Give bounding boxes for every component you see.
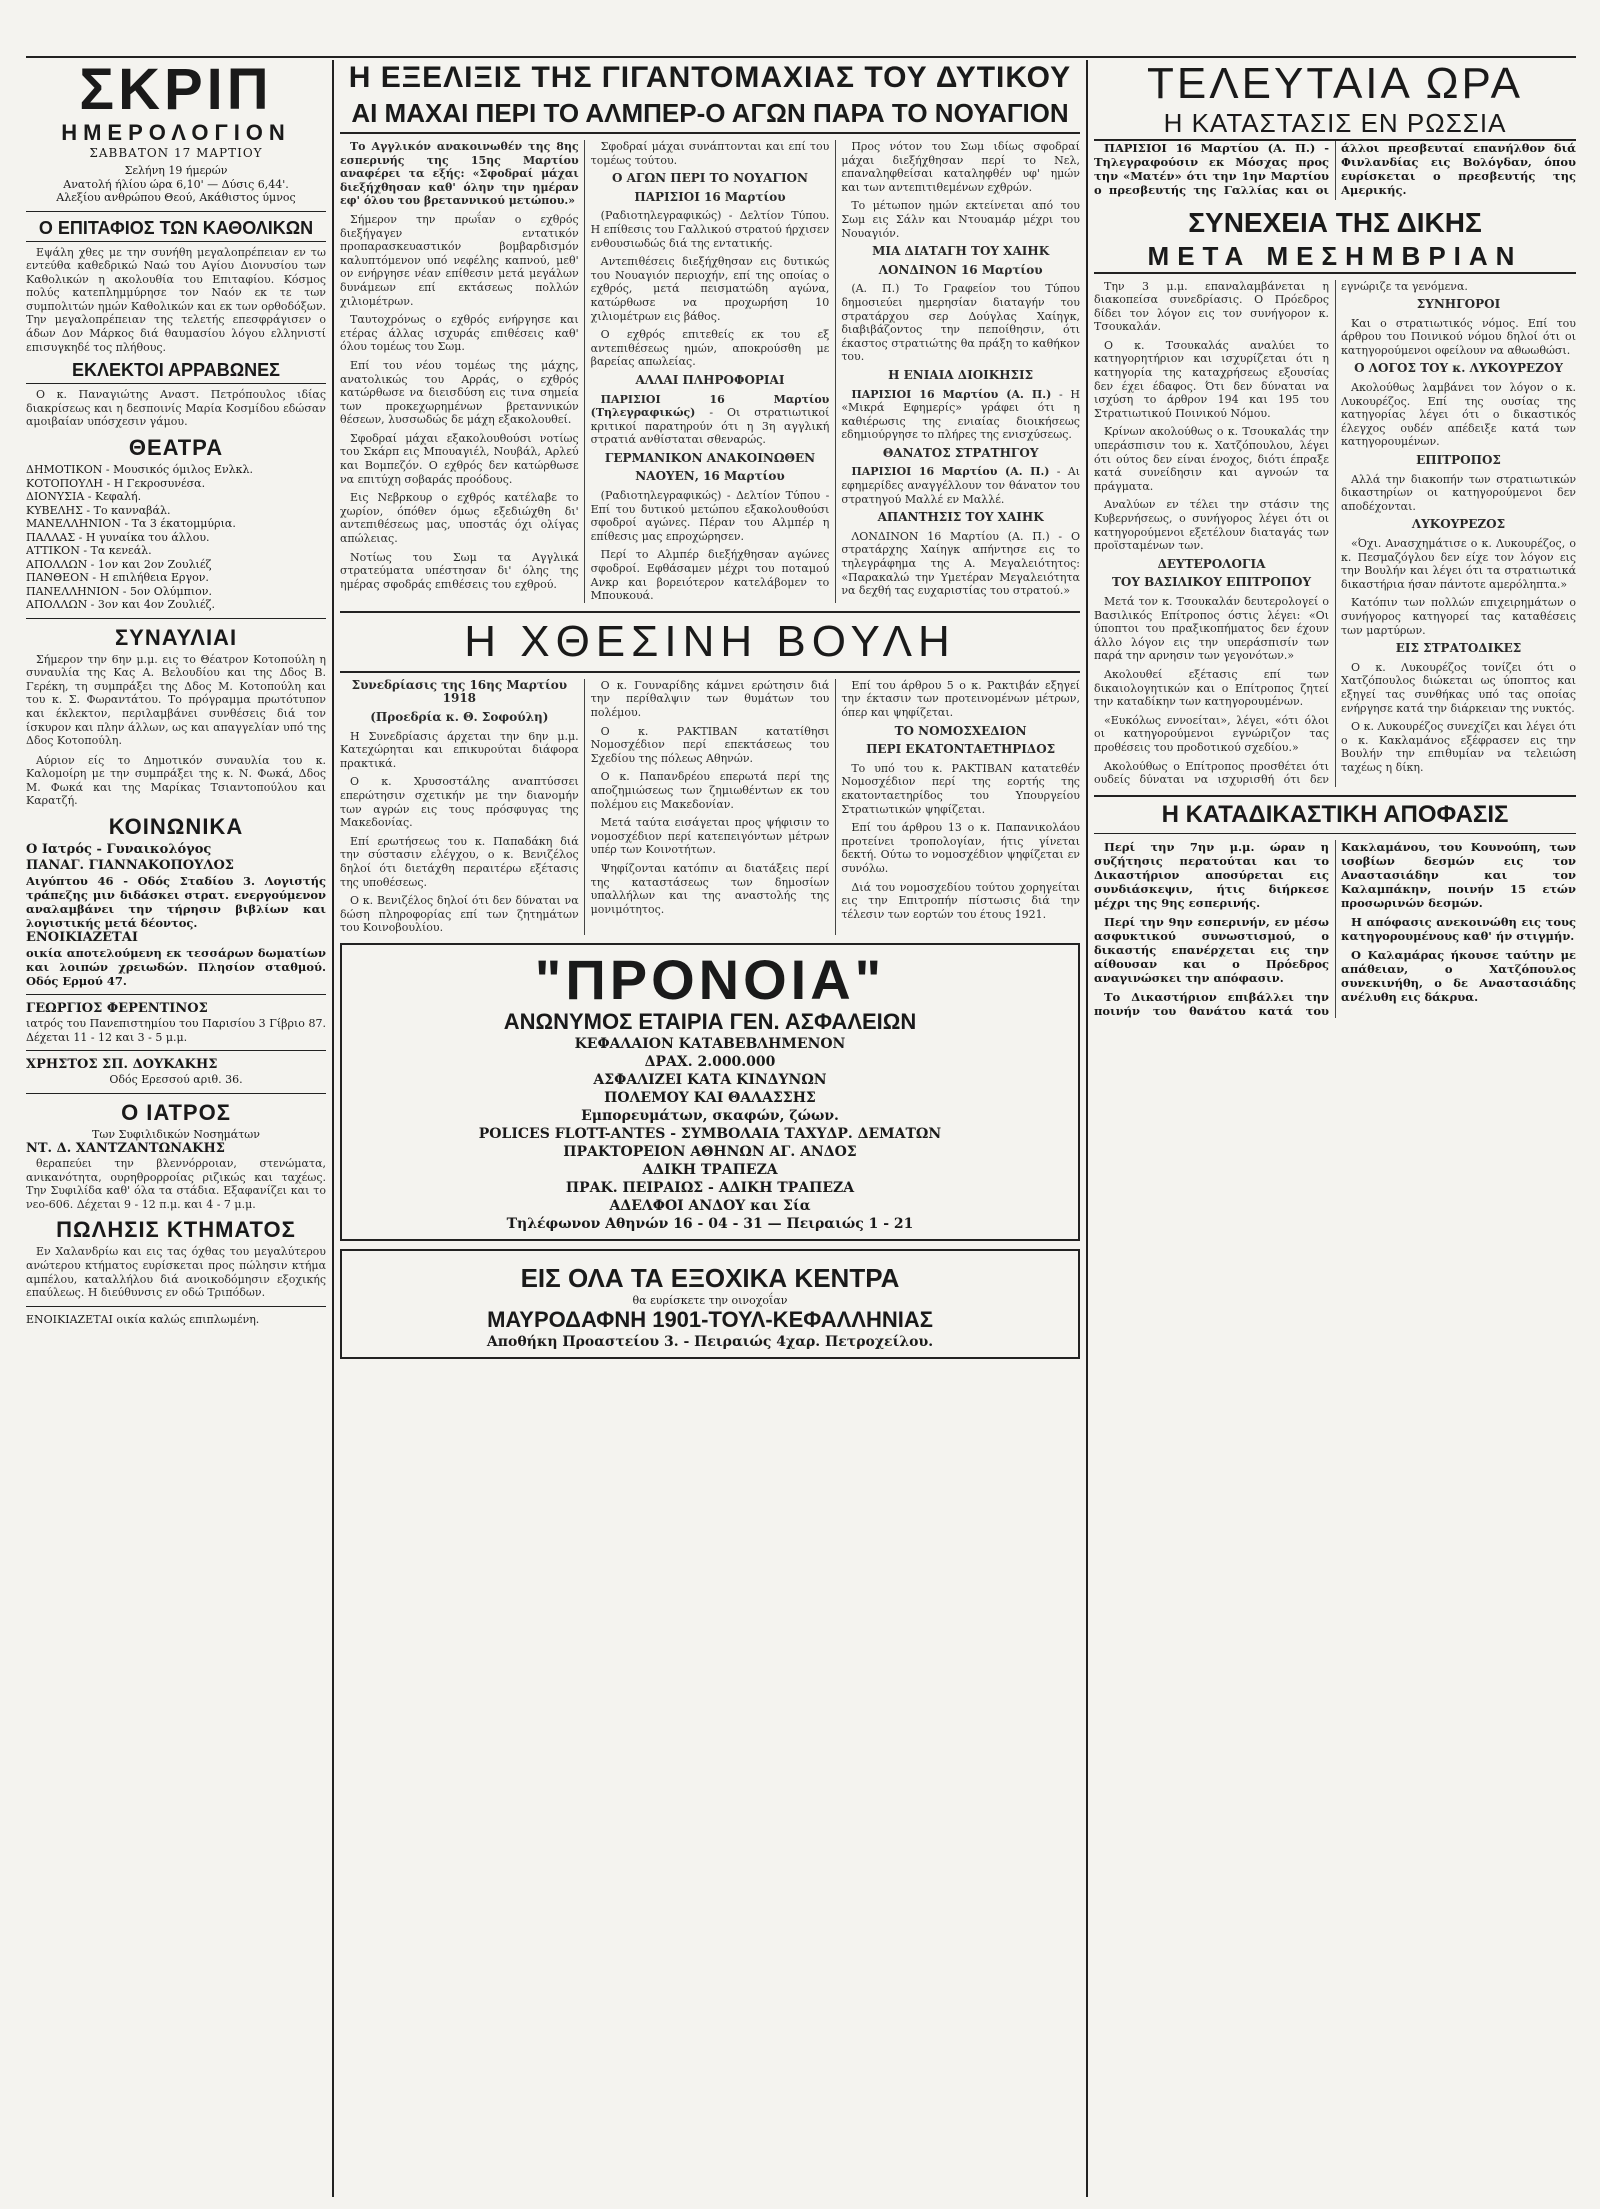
subhead: ΕΙΣ ΣΤΡΑΤΟΔΙΚΕΣ [1395,641,1522,656]
subhead: ΝΑΟΥΕΝ, 16 Μαρτίου [635,469,785,484]
subhead: Ο ΛΟΓΟΣ ΤΟΥ κ. ΛΥΚΟΥΡΕΖΟΥ [1354,361,1563,376]
column-rule [1086,60,1088,2197]
left-column [26,60,326,2199]
almanac-line: Ανατολή ήλίου ώρα 6,10' — Δύσις 6,44'. [63,177,289,191]
classified-ad: οικία αποτελούμενη εκ τεσσάρων δωματίων και λοιπών χρειωδών. Πλησίον σταθμού. Οδός Ερμού 47. [26,946,326,989]
subhead: ΤΟΥ ΒΑΣΙΛΙΚΟΥ ΕΠΙΤΡΟΠΟΥ [1111,575,1312,590]
ad-name: Ο Ιατρός - Γυναικολόγος [26,842,212,858]
subhead: ΛΥΚΟΥΡΕΖΟΣ [1411,517,1506,532]
subhead: ΔΕΥΤΕΡΟΛΟΓΙΑ [1157,556,1266,571]
section-headline: ΣΥΝΕΧΕΙΑ ΤΗΣ ΔΙΚΗΣ [1188,206,1482,238]
ad-company: ΑΝΩΝΥΜΟΣ ΕΤΑΙΡΙΑ ΓΕΝ. ΑΣΦΑΛΕΙΩΝ [503,1008,917,1034]
section-title: Ο ΕΠΙΤΑΦΙΟΣ ΤΩΝ ΚΑΘΟΛΙΚΩΝ [26,218,326,242]
ad-name: ΧΡΗΣΤΟΣ ΣΠ. ΔΟΥΚΑΚΗΣ [26,1057,218,1073]
ad-title: ΕΙΣ ΟΛΑ ΤΑ ΕΞΟΧΙΚΑ ΚΕΝΤΡΑ [520,1262,900,1293]
ad-brand: "ΠΡΟΝΟΙΑ" [534,947,886,1011]
subhead: ΛΟΝΔΙΝΟΝ 16 Μαρτίου [878,262,1043,277]
theatre-listing: ΔΗΜΟΤΙΚΟΝ - Μουσικός όμιλος Ενλκλ. ΚΟΤΟΠΟΥΛΗ - Η Γεκροσυνέσα. ΔΙΟΝΥΣΙΑ - Κεφαλή. ΚΥΒΕΛΗΣ - Το κανναβάλ. ΜΑΝΕΛΛΗΝΙΟΝ - Τα 3 έκατομμύρια. ΠΑΛΛΑΣ - Η γυναίκα του άλλου. ΑΤΤΙΚΟΝ - Τα κενεάλ. ΑΠΟΛΛΩΝ - 1ον και 2ον Ζουλιέζ ΠΑΝΘΕΟΝ - Η επιλήθεια Εργον. ΠΑΝΕΛΛΗΝΙΟΝ - 5ον Ολύμπιον. ΑΠΟΛΛΩΝ - 3ον και 4ον Ζουλιέζ. [26,463,253,612]
subhead: ΘΑΝΑΤΟΣ ΣΤΡΑΤΗΓΟΥ [882,445,1039,460]
advertisement-mavrodafni: ΕΙΣ ΟΛΑ ΤΑ ΕΞΟΧΙΚΑ ΚΕΝΤΡΑ θα ευρίσκετε την οινοχοΐαν ΜΑΥΡΟΔΑΦΝΗ 1901-ΤΟΥΛ-ΚΕΦΑΛΛΗΝΙΑΣ Αποθήκη Προαστείου 3. - Πειραιώς 4χαρ. Πετροχείλου. [340,1249,1080,1360]
main-headline: Η ΕΞΕΛΙΞΙΣ ΤΗΣ ΓΙΓΑΝΤΟΜΑΧΙΑΣ ΤΟΥ ΔΥΤΙΚΟΥ [348,61,1072,94]
ad-name: Ο ΙΑΤΡΟΣ [121,1099,231,1125]
ad-product: ΜΑΥΡΟΔΑΦΝΗ 1901-ΤΟΥΛ-ΚΕΦΑΛΛΗΝΙΑΣ [487,1307,933,1333]
main-subheadline: ΑΙ ΜΑΧΑΙ ΠΕΡΙ ΤΟ ΑΛΜΠΕΡ-Ο ΑΓΩΝ ΠΑΡΑ ΤΟ ΝΟΥΑΓΙΟΝ [340,96,1080,134]
article-body: Εψάλη χθες με την συνήθη μεγαλοπρέπειαν εν τω εντεύθα καθεδρικώ Ναώ του Αγίου Διονυσίου των Καθολικών η ακολουθία του Επιταφίου. Κόσμος πολύς κατεπλημμύρησε τον Ναόν εκ τε των συμπολιτών ημών Καθολικών και εκ των ορθοδόξων. Την μεγαλοπρέπειαν της τελετής επεσφράγισεν ο άδων Δον Μάρκος διά θαυμασίου λόγου ελληνιστί επισυγκηδέ τος πλήθους. [26,245,326,354]
section-title: ΕΚΛΕΚΤΟΙ ΑΡΡΑΒΩΝΕΣ [26,360,326,384]
war-report-body: Το Αγγλικόν ανακοινωθέν της 8ης εσπερινής της 15ης Μαρτίου αναφέρει τα εξής: «Σφοδραί μάχαι διεξήχθησαν καθ' όλην την ημέραν εφ' όλου του βρεταννικού μετώπου.» Σήμερον την πρωΐαν ο εχθρός διεξήγαγεν εντατικόν προπαρασκευαστικόν βομβαρδισμόν καλυπτόμενον υπό νεφέλης καπνού, μεθ' ον ενήργησε νέαν επίθεσιν μετά μεγάλων δυνάμεων επί εκτάσεως πολλών χιλιομέτρων. Ταυτοχρόνως ο εχθρός ενήργησε και ετέρας άλλας ισχυράς επιθέσεις καθ' όλου τομέως του Σωμ. Επί του νέου τομέως της μάχης, ανατολικώς του Αρράς, ο εχθρός κατώρθωσε να διεισδύση εις τινα σημεία των προκεχωρημένων βρεταννικών θέσεων, λυσσωδώς δε μάχη εξακολουθεί. Σφοδραί μάχαι εξακολουθούσι νοτίως του Σκάρπ εις Μπουαγιέλ, Νουβάλ, Αρλεύ και Βομπεζόν. Ο εχθρός δεν κατώρθωσε να επιτύχη σοβαράς προόδους. Εις Νεβρκουρ ο εχθρός κατέλαβε το χωρίον, όπόθεν όμως εξεδιώχθη δι' αντεπιθέσεως μας, υποστάς όχι ολίγας απώλειας. Νοτίως του Σωμ τα Αγγλικά στρατεύματα υπέστησαν δι' όλης της ημέρας σφοδράς επιθέσεις του εχθρού. Σφοδραί μάχαι συνάπτονται και επί του τομέως τούτου. Ο ΑΓΩΝ ΠΕΡΙ ΤΟ ΝΟΥΑΓΙΟΝ ΠΑΡΙΣΙΟΙ 16 Μαρτίου (Ραδιοτηλεγραφικώς) - Δελτίον Τύπου. Η επίθεσις του Γαλλικού στρατού ήρχισεν ενθουσιωδώς διά της εντατικής. Αντεπιθέσεις διεξήχθησαν εις δυτικώς του Νουαγιόν περιοχήν, επί της οποίας ο εχθρός, μετά πεισματώδη αγώνα, κατώρθωσε να προχωρήση 10 χιλιομέτρων εις βάθος. Ο εχθρός επιτεθείς εκ του εξ αντεπιθέσεως ημών, αποκρούσθη με βαρείας απωλείας. ΑΛΛΑΙ ΠΛΗΡΟΦΟΡΙΑΙ ΠΑΡΙΣΙΟΙ 16 Μαρτίου (Τηλεγραφικώς) - Οι στρατιωτικοί κριτικοί παρατηρούν ότι η 3η αγγλική στρατιά ανθίσταται σθεναρώς. ΓΕΡΜΑΝΙΚΟΝ ΑΝΑΚΟΙΝΩΘΕΝ ΝΑΟΥΕΝ, 16 Μαρτίου (Ραδιοτηλεγραφικώς) - Δελτίον Τύπου - Επί του δυτικού μετώπου εξακολουθούσι σφοδροί αγώνες. Πέραν του Αλμπέρ η επίθεσις μας επροχώρησεν. Περί το Αλμπέρ διεξήχθησαν αγώνες σφοδροί. Εφθάσαμεν μέχρι του ποταμού Ανκρ και βορειότερον κατελάβομεν το Μπουκουά. Προς νότον του Σωμ ιδίως σφοδραί μάχαι διεξήχθησαν περί το Νελ, επαναληφθείσαι καταληφθέν υφ' ημών και των αντεπιτιθεμένων εχθρών. Το μέτωπον ημών εκτείνεται από του Σωμ εις Σάλν και Ντουαμάρ μέχρι του Νουαγιόν. ΜΙΑ ΔΙΑΤΑΓΗ ΤΟΥ ΧΑΙΗΚ ΛΟΝΔΙΝΟΝ 16 Μαρτίου (Α. Π.) Το Γραφείον του Τύπου δημοσιεύει ημερησίαν διαταγήν του στρατάρχου σερ Δούγλας Χαίηγκ, διαβιβάζοντος την πεποίθησιν, ότι έκαστος στρατιώτης θα πράξη το καθήκον του. Η ΕΝΙΑΙΑ ΔΙΟΙΚΗΣΙΣ ΠΑΡΙΣΙΟΙ 16 Μαρτίου (Α. Π.) - Η «Μικρά Εφημερίς» γράφει ότι η καθιέρωσις της ενιαίας διοικήσεως εδημιούργησε το πλήρες της ενισχύσεως. ΘΑΝΑΤΟΣ ΣΤΡΑΤΗΓΟΥ ΠΑΡΙΣΙΟΙ 16 Μαρτίου (Α. Π.) - Αι εφημερίδες αναγγέλλουν τον θάνατον του στρατηγού Μαλλέ εν Μαλλέ. ΑΠΑΝΤΗΣΙΣ ΤΟΥ ΧΑΙΗΚ ΛΟΝΔΙΝΟΝ 16 Μαρτίου (Α. Π.) - Ο στρατάρχης Χαίηγκ απήντησε εις το τηλεγράφημα της Α. Μεγαλειότητος: «Παρακαλώ την Υμετέραν Μεγαλειότητα να δεχθή τας ευχαριστίας του στρατού.» [340,140,1080,603]
ad-name: ΓΕΩΡΓΙΟΣ ΦΕΡΕΝΤΙΝΟΣ [26,1001,208,1017]
ad-text: ιατρός του Πανεπιστημίου του Παρισίου 3 Γίβριο 87. Δέχεται 11 - 12 και 3 - 5 μ.μ. [26,1017,326,1044]
almanac-line: Σελήνη 19 ήμερών [124,164,228,177]
subhead: ΤΟ ΝΟΜΟΣΧΕΔΙΟΝ [894,723,1027,738]
russia-report: ΠΑΡΙΣΙΟΙ 16 Μαρτίου (Α. Π.) - Τηλεγραφούσιν εκ Μόσχας προς την «Ματέν» ότι την 1ην Μαρτίου ο πρεσβευτής της Γαλλίας και οι άλλοι πρεσβευταί επανήλθον διά Φινλανδίας εις Βολόγδαν, όπου ευρίσκεται ο πρεσβευτής της Αμερικής. [1094,141,1576,197]
subhead: ΠΑΡΙΣΙΟΙ 16 Μαρτίου [634,189,786,204]
article-body: Σήμερον την 6ην μ.μ. εις το Θέατρον Κοτοπούλη η συναυλία της Κας Α. Βελουδίου και της Δδος Β. Γερέκη, τη συμπράξει της Δδος Μ. Κοτοπούλη και του κ. Σ. Φωραντάτου. Το πρόγραμμα πρωτότυπον και έκλεκτον, περιλαμβάνει συνθέσεις διά τον ίσκυρον και πλην άλλων, ως και απαγγελίαν υπό της Δδος Κοτοπούλη. Αύριον είς το Δημοτικόν συναυλία του κ. Καλομοίρη με την συμπράξει της κ. Ν. Φωκά, Δδος Μ. Φωκά και της Μαρίκας Τσιαντοπούλου και Καρατζή. [26,652,326,808]
section-subheadline: Η ΚΑΤΑΣΤΑΣΙΣ ΕΝ ΡΩΣΣΙΑ [1094,108,1576,141]
advertisement-pronoia: "ΠΡΟΝΟΙΑ" ΑΝΩΝΥΜΟΣ ΕΤΑΙΡΙΑ ΓΕΝ. ΑΣΦΑΛΕΙΩΝ ΚΕΦΑΛΑΙΟΝ ΚΑΤΑΒΕΒΛΗΜΕΝΟΝ ΔΡΑΧ. 2.000.000 ΑΣΦΑΛΙΖΕΙ ΚΑΤΑ ΚΙΝΔΥΝΩΝ ΠΟΛΕΜΟΥ ΚΑΙ ΘΑΛΑΣΣΗΣ Εμπορευμάτων, σκαφών, ζώων. POLICES FLOTT-ANTES - ΣΥΜΒΟΛΑΙΑ ΤΑΧΥΔΡ. ΔΕΜΑΤΩΝ ΠΡΑΚΤΟΡΕΙΟΝ ΑΘΗΝΩΝ ΑΓ. ΑΝΔΟΣ ΑΔΙΚΗ ΤΡΑΠΕΖΑ ΠΡΑΚ. ΠΕΙΡΑΙΩΣ - ΑΔΙΚΗ ΤΡΑΠΕΖΑ ΑΔΕΛΦΟΙ ΑΝΔΟΥ και Σία Τηλέφωνον Αθηνών 16 - 04 - 31 — Πειραιώς 1 - 21 [340,943,1080,1241]
ad-text: Των Συφιλιδικών Νοσημάτων [92,1127,260,1141]
section-title: ΚΟΙΝΩΝΙΚΑ [108,814,244,840]
section-headline: ΤΕΛΕΥΤΑΙΑ ΩΡΑ [1147,60,1523,108]
section-title: ΘΕΑΤΡΑ [128,435,224,461]
trial-report-body: Την 3 μ.μ. επαναλαμβάνεται η διακοπείσα συνεδρίασις. Ο Πρόεδρος δίδει τον λόγον εις τον συνήγορον κ. Τσουκαλάν. Ο κ. Τσουκαλάς αναλύει το κατηγορητήριον και ισχυρίζεται ότι η κατηγορία της καταχρήσεως εξουσίας δεν έχει έδαφος. Ότι δεν δύναται να ισχύση το άρθρον 194 και 195 του Στρατιωτικού Ποινικού Νόμου. Κρίνων ακολούθως ο κ. Τσουκαλάς την υπεράσπισιν του κ. Χατζόπουλου, λέγει ότι ούτος δεν είναι ένοχος, διότι έπραξε κατά συνείδησιν και αγνοών τα πράγματα. Αναλύων εν τέλει την στάσιν της Κυβερνήσεως, ο συνήγορος λέγει ότι οι κατηγορούμενοι εξετέλουν διαταγάς των προϊσταμένων των. ΔΕΥΤΕΡΟΛΟΓΙΑ ΤΟΥ ΒΑΣΙΛΙΚΟΥ ΕΠΙΤΡΟΠΟΥ Μετά τον κ. Τσουκαλάν δευτερολογεί ο Βασιλικός Επίτροπος όστις λέγει: «Οι ύποπτοι του πραξικοπήματος δεν έχουν άλλο λόγον εις την υπεράσπισίν των παρά την αρνησιν των γεγονότων.» Ακολουθεί εξέτασις επί των δικαιολογητικών και ο Επίτροπος ζητεί την καταδίκην των κατηγορουμένων. «Ευκόλως εννοείται», λέγει, «ότι όλοι οι κατηγορούμενοι εγνώριζον τας προθέσεις του προδοτικού σχεδίου.» Ακολούθως ο Επίτροπος προσθέτει ότι ουδείς δύναται να ισχυρισθή ότι δεν εγνώριζε τα γενόμενα. ΣΥΝΗΓΟΡΟΙ Και ο στρατιωτικός νόμος. Επί του άρθρου του Ποινικού νόμου δηλοί ότι οι κατηγορούμενοι οφείλουν να αθωωθώσι. Ο ΛΟΓΟΣ ΤΟΥ κ. ΛΥΚΟΥΡΕΖΟΥ Ακολούθως λαμβάνει τον λόγον ο κ. Λυκουρέζος. Επί της ουσίας της κατηγορίας λέγει ότι ο δικαστικός έλεγχος ουδέν απέδειξε κατά των κατηγορουμένων. ΕΠΙΤΡΟΠΟΣ Αλλά την διακοπήν των στρατιωτικών δικαστηρίων οι κατηγορούμενοι δεν αποδέχονται. ΛΥΚΟΥΡΕΖΟΣ «Όχι. Ανασχημάτισε ο κ. Λυκουρέζος, ο κ. Πεσμαζόγλου δεν είχε τον λόγον εις την Βουλήν και λέγει ότι τα στρατιωτικά δικαστήρια ήσαν πάντοτε αμερόληπτα.» Κατόπιν των πολλών επιχειρημάτων ο συνήγορος κατηγορεί τας καταθέσεις των μαρτύρων. ΕΙΣ ΣΤΡΑΤΟΔΙΚΕΣ Ο κ. Λυκουρέζος τονίζει ότι ο Χατζόπουλος διώκεται ως ύποπτος και εξηγεί τας συνθήκας υπό τας οποίας ενήργησε κατά την διάρκειαν της νυκτός. Ο κ. Λυκουρέζος συνεχίζει και λέγει ότι ο κ. Κακλαμάνος εξέφρασεν εις την Βουλήν την επιθυμίαν να τελειώση ταχέως η δίκη. [1094,279,1576,787]
subhead: Ο ΑΓΩΝ ΠΕΡΙ ΤΟ ΝΟΥΑΓΙΟΝ [611,171,808,186]
classified-title: ΕΝΟΙΚΙΑΖΕΤΑΙ [26,930,138,946]
subhead: ΕΠΙΤΡΟΠΟΣ [1416,453,1501,468]
center-column [340,60,1080,2199]
section-subheadline: ΜΕΤΑ ΜΕΣΗΜΒΡΙΑΝ [1094,240,1576,274]
section-title: ΣΥΝΑΥΛΙΑΙ [114,624,238,650]
ad-name: ΠΑΝΑΓ. ΓΙΑΝΝΑΚΟΠΟΥΛΟΣ [26,858,234,874]
ad-body: Εν Χαλανδρίω και εις τας όχθας του μεγαλύτερου ανώτερου κτήματος ευρίσκεται προς πώλησιν κτήμα αμπέλου, καταλλήλου διά ανοικοδόμησιν εξοχικής επαύλεως. Η διεύθυνσις εν οδώ Τριπόδων. [26,1245,326,1300]
section-headline: Η ΚΑΤΑΔΙΚΑΣΤΙΚΗ ΑΠΟΦΑΣΙΣ [1094,795,1576,834]
almanac-line: Αλεξίου ανθρώπου Θεού, Ακάθιστος ύμνος [56,191,296,204]
right-column [1094,60,1576,2199]
classified-ad: ΕΝΟΙΚΙΑΖΕΤΑΙ οικία καλώς επιπλωμένη. [26,1312,260,1326]
ad-name: ΝΤ. Δ. ΧΑΝΤΖΑΝΤΩΝΑΚΗΣ [26,1141,225,1157]
subhead: ΜΙΑ ΔΙΑΤΑΓΗ ΤΟΥ ΧΑΙΗΚ [872,244,1050,259]
subhead: ΑΛΛΑΙ ΠΛΗΡΟΦΟΡΙΑΙ [635,372,785,387]
ad-text: Οδός Ερεσσού αριθ. 36. [109,1073,243,1087]
masthead: ΣΚΡΙΠ [79,60,273,122]
subhead: ΓΕΡΜΑΝΙΚΟΝ ΑΝΑΚΟΙΝΩΘΕΝ [604,450,816,465]
subhead: ΑΠΑΝΤΗΣΙΣ ΤΟΥ ΧΑΙΗΚ [877,510,1044,525]
masthead-subtitle: ΗΜΕΡΟΛΟΓΙΟΝ [61,120,291,145]
ad-body: θεραπεύει την βλεννόρροιαν, στενώματα, ανικανότητα, ουρηθρορροίας ριζικώς και ταχέως. Την Συφιλίδα καθ' όλα τα στάδια. Εξαφανίζει και το νεο-606. Δέχεται 9 - 12 π.μ. και 4 - 7 μ.μ. [26,1157,326,1211]
dateline: ΣΑΒΒΑΤΟΝ 17 ΜΑΡΤΙΟΥ [89,146,263,160]
column-rule [332,60,334,2197]
ad-name: ΠΩΛΗΣΙΣ ΚΤΗΜΑΤΟΣ [56,1217,296,1243]
classified-ad: Αιγύπτου 46 - Οδός Σταδίου 3. Λογιστής τράπεζης μιν διδάσκει στρατ. ενεργούμενον αναλαμβάνει την τήρησιν βιβλίων και λογιστικής μετά δέοντος. [26,874,326,931]
verdict-report: Περί την 7ην μ.μ. ώραν η συζήτησις περατούται και το Δικαστήριον αποσύρεται εις συνδιάσκεψιν, ήτις διήρκεσε μέχρι της 9ης εσπερινής. Περί την 9ην εσπερινήν, εν μέσω ασφυκτικού συνωστισμού, ο δικαστής επανέρχεται εις την αίθουσαν και ο Πρόεδρος αναγινώσκει την απόφασιν. Το Δικαστήριον επιβάλλει την ποινήν του θανάτου κατά του Κακλαμάνου, του Κουνούπη, των ισοβίων δεσμών εις τον Αναστασιάδην και τον Καλαμπάκην, ποινήν 15 ετών προσωρινών δεσμών. Η απόφασις ανεκοινώθη εις τους κατηγορουμένους καθ' ήν στιγμήν. Ο Καλαμάρας ήκουσε ταύτην με απάθειαν, ο Χατζόπουλος συνεκινήθη, ο δε Αναστασιάδης ανέλυθη εις δάκρυα. [1094,839,1576,1018]
section-headline: Η ΧΘΕΣΙΝΗ ΒΟΥΛΗ [340,611,1080,673]
subhead: ΠΕΡΙ ΕΚΑΤΟΝΤΑΕΤΗΡΙΔΟΣ [866,742,1056,757]
subhead: Η ΕΝΙΑΙΑ ΔΙΟΙΚΗΣΙΣ [888,367,1034,382]
parliament-report-body: Συνεδρίασις της 16ης Μαρτίου 1918 (Προεδρία κ. Θ. Σοφούλη) Η Συνεδρίασις άρχεται την 6ην μ.μ. Κατεχώρηται και επικυρούται διάφορα πρακτικά. Ο κ. Χρυσοστάλης αναπτύσσει επερώτησιν σχετικήν με την διανομήν των αγρών εις τους πρόσφυγας της Μακεδονίας. Επί ερωτήσεως του κ. Παπαδάκη διά την σύστασιν ελέγχου, ο κ. Βενιζέλος δηλοί ότι διετάχθη περαιτέρω εξέτασις της υποθέσεως. Ο κ. Βενιζέλος δηλοί ότι δεν δύναται να δώση πληροφορίας επί των ζητημάτων του Κοινοβουλίου. Ο κ. Γουναρίδης κάμνει ερώτησιν διά την περίθαλψιν των θυμάτων του πολέμου. Ο κ. ΡΑΚΤΙΒΑΝ κατατίθησι Νομοσχέδιον περί επεκτάσεως του Σχεδίου της πόλεως Αθηνών. Ο κ. Παπανδρέου επερωτά περί της αποζημιώσεως των ζημιωθέντων εκ του πολέμου εις Μακεδονίαν. Μετά ταύτα εισάγεται προς ψήφισιν το νομοσχέδιον περί κατεπειγόντων μέτρων υπέρ των Κοινοτήτων. Ψηφίζονται κατόπιν αι διατάξεις περί της καταστάσεως των δημοσίων υπαλλήλων και της αναστολής της μονιμότητος. Επί του άρθρου 5 ο κ. Ρακτιβάν εξηγεί την έκτασιν των προτεινομένων μέτρων, όπερ και ψηφίζεται. ΤΟ ΝΟΜΟΣΧΕΔΙΟΝ ΠΕΡΙ ΕΚΑΤΟΝΤΑΕΤΗΡΙΔΟΣ Το υπό του κ. ΡΑΚΤΙΒΑΝ κατατεθέν Νομοσχέδιον περί της εορτής της εκατονταετηρίδος του Υπουργείου Στρατιωτικών ψηφίζεται. Επί του άρθρου 13 ο κ. Παπανικολάου προτείνει τροπολογίαν, ήτις γίνεται δεκτή. Ούτω το νομοσχέδιον ψηφίζεται εν συνόλω. Διά του νομοσχεδίου τούτου χορηγείται εις την Επιτροπήν πίστωσις διά την τέλεσιν των εορτών του έτους 1921. [340,677,1080,935]
top-rule [26,56,1576,58]
article-body: Ο κ. Παναγιώτης Αναστ. Πετρόπουλος ιδίας διακρίσεως και η δεσποινίς Μαρία Κοσμίδου εδώσαν αμοιβαίαν υπόσχεσιν γάμου. [26,388,326,429]
subhead: ΣΥΝΗΓΟΡΟΙ [1416,297,1501,312]
